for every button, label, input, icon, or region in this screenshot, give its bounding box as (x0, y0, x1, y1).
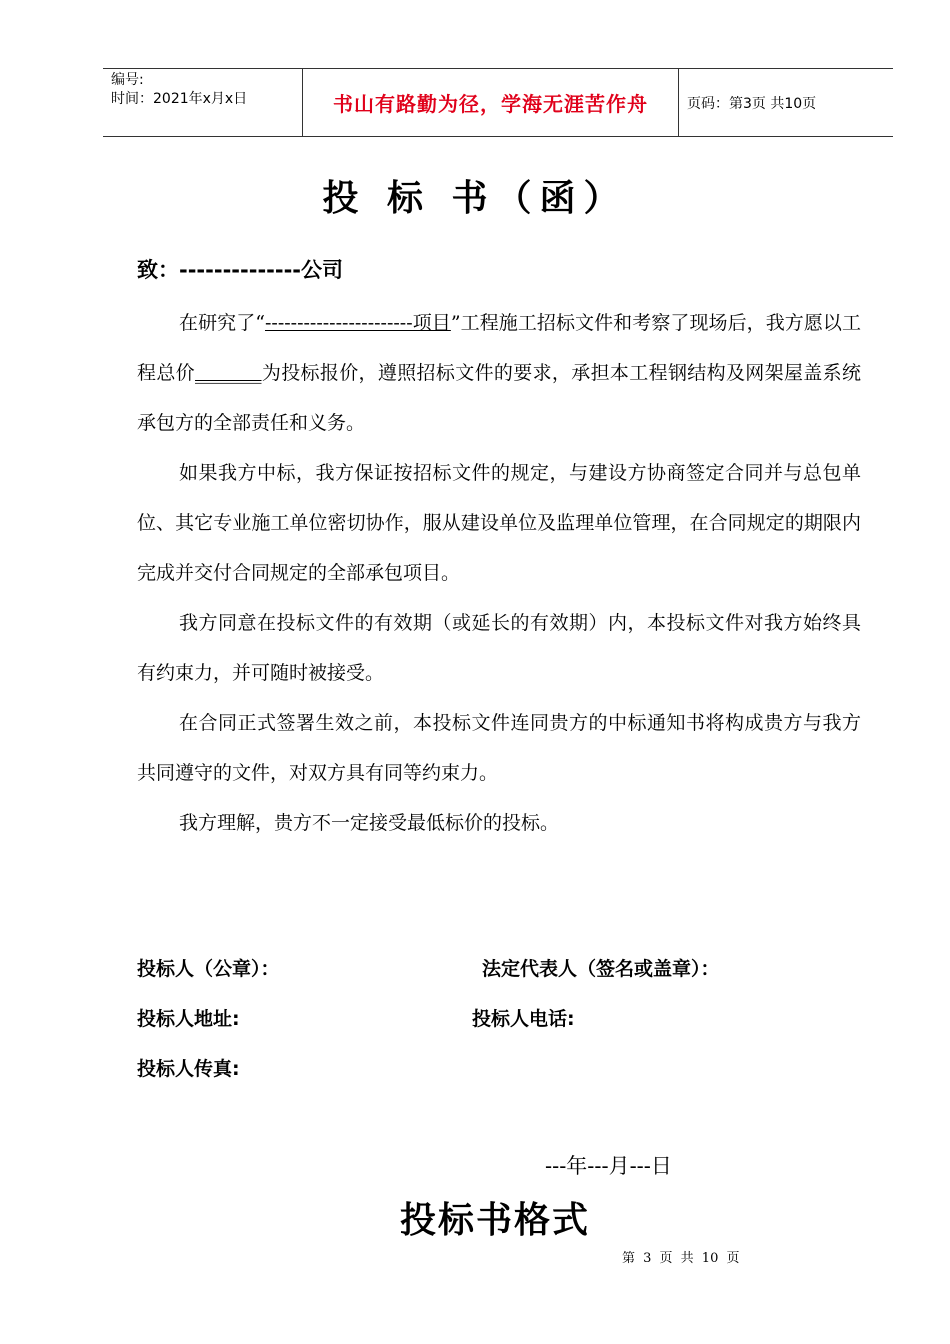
footer-title: 投标书格式 (399, 1199, 590, 1241)
header-table (103, 68, 893, 137)
document-body (137, 298, 861, 848)
bidder-fax-label: 投标人传真: (137, 1058, 240, 1080)
project-blank: -----------------------项目 (264, 312, 451, 334)
paragraph-3: 我方同意在投标文件的有效期（或延长的有效期）内，本投标文件对我方始终具有约束力，并可随时被接受。 (137, 612, 861, 684)
paragraph-1-part-1: 在研究了“ (179, 312, 265, 334)
paragraph-5: 我方理解，贵方不一定接受最低标价的投标。 (179, 812, 560, 834)
paragraph-1 (137, 298, 861, 448)
bidder-address-label: 投标人地址: (137, 1008, 240, 1030)
date-line: ---年---月---日 (545, 1154, 672, 1178)
header-info-cell (103, 69, 303, 136)
number-label: 编号: (111, 72, 144, 88)
bidder-seal-label: 投标人（公章）： (137, 958, 280, 980)
header-motto: 书山有路勤为径，学海无涯苦作舟 (303, 69, 679, 136)
price-blank: _______ (195, 362, 262, 384)
legal-rep-label: 法定代表人（签名或盖章）： (482, 958, 720, 980)
footer-page-number: 第 3 页 共 10 页 (622, 1251, 740, 1266)
document-title: 投 标 书（函） (322, 178, 628, 219)
addressee: 致：--------------公司 (137, 258, 344, 282)
time-label: 时间：2021年x月x日 (111, 91, 248, 107)
paragraph-2: 如果我方中标，我方保证按招标文件的规定，与建设方协商签定合同并与总包单位、其它专业施工单位密切协作，服从建设单位及监理单位管理，在合同规定的期限内完成并交付合同规定的全部承包项目。 (137, 462, 861, 584)
paragraph-1-part-3: 为投标报价，遵照招标文件的要求，承担本工程钢结构及网架屋盖系统承包方的全部责任和义务。 (137, 362, 861, 434)
bidder-phone-label: 投标人电话: (472, 1008, 575, 1030)
paragraph-4: 在合同正式签署生效之前，本投标文件连同贵方的中标通知书将构成贵方与我方共同遵守的文件，对双方具有同等约束力。 (137, 712, 861, 784)
paragraph-1-part-2: ”工程施工招标文件和考察了现场后，我方愿以工程总价 (137, 312, 861, 384)
header-page-label: 页码：第3页 共10页 (687, 95, 817, 112)
